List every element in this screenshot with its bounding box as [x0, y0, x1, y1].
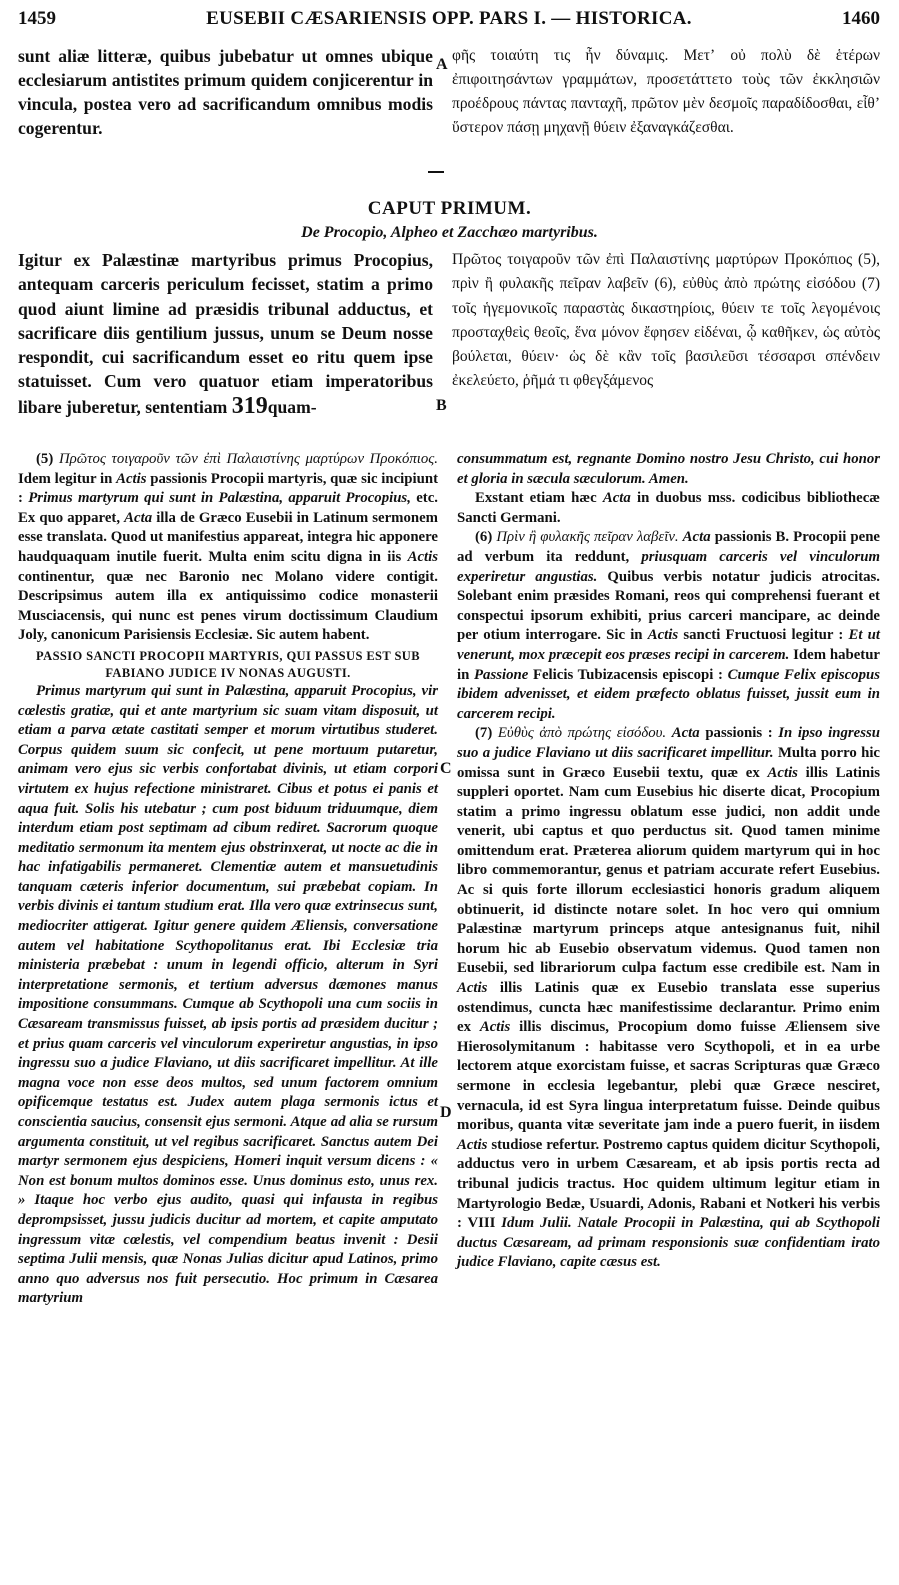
- page-number-right: 1460: [842, 8, 880, 29]
- notes-left-column: [18, 450, 438, 1309]
- note-6-greek: Πρὶν ἢ φυλακῆς πεῖραν λαβεῖν.: [496, 529, 679, 546]
- page-marker: 319: [231, 392, 268, 419]
- note-5: (5) Πρῶτος τοιγαροῦν τῶν ἐπὶ Παλαιστίνης μαρτύρων Προκόπιος. Idem legitur in Actis passionis Procopii martyris, quæ sic incipiunt : Primus martyrum qui sunt in Palæstina, apparuit Procopius, etc. Ex quo apparet, Acta illa de Græco Eusebii in Latinum sermonem esse translata. Quod ut manifestius appareat, integra hic apponere haudquaquam inutile fuerit. Multa enim scitu digna in iis Actis continentur, quæ nec Baronio nec Molano videre contigit. Descripsimus autem illa ex antiquissimo codice monasterii Musciacensis, qui nunc est penes virum doctissimum Claudium Joly, canonicum Parisiensis Ecclesiæ. Sic autem habent.: [18, 451, 439, 644]
- page-number-left: 1459: [18, 8, 56, 29]
- note-5-greek: Πρῶτος τοιγαροῦν τῶν ἐπὶ Παλαιστίνης μαρτύρων Προκόπιος.: [58, 451, 438, 467]
- main-latin-text: Igitur ex Palæstinæ martyribus primus Procopius, antequam carceris periculum fecisset, statim a primo quod aiunt limine ad præsidis tribunal adductus, et sacrificare diis gentilium jussus, unum se Deum nosse respondit, cui sacrificandum esset eo ritu quem ipse statuisset. Cum vero quatuor etiam imperatoribus libare juberetur, sententiam: [18, 250, 433, 417]
- chapter-subtitle: De Procopio, Alpheo et Zacchæo martyribus.: [301, 224, 598, 241]
- main-latin-column: [18, 248, 433, 419]
- section-divider: [428, 171, 444, 173]
- main-greek-column: Πρῶτος τοιγαροῦν τῶν ἐπὶ Παλαιστίνης μαρτύρων Προκόπιος (5), πρὶν ἢ φυλακῆς πεῖραν λαβεῖν (6), εὐθὺς ἀπὸ πρώτης εἰσόδου (7) τοῖς ἡγεμονικοῖς παραστὰς δικαστηρίοις, θύειν τε τοῖς λεγομένοις προσταχθεὶς θεοῖς, ἕνα μόνον ἔφησεν εἰδέναι, ᾧ καθῆκεν, ὡς αὐτὸς βούλεται, θύειν· ὡς δὲ κἂν τοῖς βασιλεῦσι τέσσαρσι σπένδειν ἐκελεύετο, ῥῆμά τι φθεγξάμενος: [452, 251, 880, 390]
- top-greek-column: φῆς τοιαύτη τις ἦν δύναμις. Μετʼ οὐ πολὺ δὲ ἑτέρων ἐπιφοιτησάντων γραμμάτων, προσετάττετο τοὺς τῶν ἐκκλησιῶν προέδρους πάντας πανταχῆ, πρῶτον μὲν δεσμοῖς παραδίδοσθαι, εἶθʼ ὕστερον πάσῃ μηχανῇ θύειν ἐξαναγκάζεσθαι.: [452, 47, 880, 136]
- passio-ending: consummatum est, regnante Domino nostro Jesu Christo, cui honor et gloria in sæcula sæculorum. Amen.: [457, 451, 880, 487]
- note-7-greek: Εὐθὺς ἀπὸ πρώτης εἰσόδου.: [497, 725, 667, 742]
- running-header: [18, 8, 880, 36]
- main-latin-text-end: quam-: [267, 396, 317, 417]
- passio-title: PASSIO SANCTI PROCOPII MARTYRIS, QUI PASSUS EST SUB FABIANO JUDICE IV NONAS AUGUSTI.: [36, 648, 420, 680]
- chapter-title: CAPUT PRIMUM.: [367, 198, 532, 219]
- margin-letter-d: D: [440, 1104, 452, 1121]
- passio-text: Primus martyrum qui sunt in Palæstina, apparuit Procopius, vir cœlestis gratiæ, qui et ante martyrium sic suam vitam disposuit, ut etiam a parva ætate castitati semper et morum virtutibus studeret. Corpus quidem suum sic confecit, ut pene mortuum putaretur, animam vero ejus sic verbis confortabat divinis, ut etiam corpori virtutem ex hujus refectione ministraret. Cibus et potus ei panis et aqua fuit. Solis his utebatur ; cum post biduum triduumque, diem interdum etiam post septimam ad cibum rediret. Sacrorum quoque meditatio sermonum ita mentem ejus obstrinxerat, ut nocte ac die in hac infatigabilis permaneret. Clementiæ autem et mansuetudinis tanquam cæteris inferior documentum, sui præbebat copiam. In verbis divinis ei tantum studium erat. Illa vero quæ extrinsecus sunt, mediocriter attigerat. Igitur genere quidem Æliensis, conversatione autem vel habitatione Scythopolitanus erat. Ibi Ecclesiæ tria ministeria præbebat : unum in legendi officio, alterum in Syri interpretatione sermonis, et tertium adversus dæmones manus impositione consummans. Cumque ab Scythopoli una cum sociis in Cæsaream transmissus fuisset, ab ipsis portis ad præsidem ducitur ; et prius quam carceris vel vinculorum experiretur angustias, in ipso ingressu suo a judice Flaviano, ut diis sacrificaret impellitur. At ille magna voce non esse deos multos, sed unum factorem omnium opificemque testatus est. Judex autem plaga sermonis ictus et conscientia saucius, consensit ejus sermoni. Atque ad alia se rursum argumenta constituit, ut vel regibus sacrificaret. Sanctus autem Dei martyr sermonem ejus despiciens, Homeri inquit versum dicens : « Non est bonum multos dominos esse. Unus dominus esto, unus rex. » Itaque hoc verbo ejus audito, quasi qui infausta in regibus deprompsisset, jussu judicis ducitur ad mortem, et capite amputato ingressum vitæ cœlestis, vel compendium beatus invenit : Desii septima Julii mensis, quæ Nonas Julias dicitur apud Latinos, primo anno quo adversus nos fuit persecutio. Hoc primum in Cæsarea martyrium: [18, 682, 438, 1307]
- notes-right-column: [457, 450, 880, 1273]
- note-7: (7) Εὐθὺς ἀπὸ πρώτης εἰσόδου. Acta passionis : In ipso ingressu suo a judice Flaviano ut diis sacrificaret impellitur. Multa porro hic omissa sunt in Græco Eusebii textu, quæ ex Actis illis Latinis suppleri oportet. Nam cum Eusebius hic diserte dicat, Procopium statim a primo ingressu oblatum esse judici, non addit unde venerit, ubi captus et quo perductus sit. Quod tamen minime omittendum erat. Præterea aliorum quidem martyrum qui in hoc libro commemorantur, genus et patriam accurate refert Eusebius. Ac si quis forte illorum ecclesiastici honoris gradum aliquem obtinuerit, id distincte notare solet. In hoc vero qui omnium Palæstinæ martyrum princeps atque antesignanus fuit, nihil horum hic ab Eusebio observatum videmus. Quod tamen non Eusebii, sed librariorum culpa factum esse credibile est. Nam in Actis illis Latinis quæ ex Eusebio translata esse superius ostendimus, cuncta hæc manifestissime declarantur. Primo enim ex Actis illis discimus, Procopium domo fuisse Æliensem sive Hierosolymitanum : habitasse vero Scythopoli, et in ea urbe lectorem atque exorcistam fuisse, et sacras Scripturas quæ Græco sermone in ecclesia legebantur, plebi quæ Græce nesciret, vernacula, id est Syra lingua interpretatum fuisse. Deinde quibus moribus, quanta vitæ severitate jam inde a puero fuerit, in iisdem Actis studiose refertur. Postremo captus quidem dicitur Scythopoli, adductus vero in urbem Cæsaream, et ab ipsis portis recta ad tribunal judicis tractus. Hoc quidem ultimum legitur etiam in Martyrologio Bedæ, Usuardi, Adonis, Rabani et Notkeri his verbis : VIII Idum Julii. Natale Procopii in Palæstina, qui ab Scythopoli ductus Cæsaream, ad primam responsionis suæ confidentiam irato judice Flaviano, capite cæsus est.: [457, 725, 881, 1271]
- running-title: EUSEBII CÆSARIENSIS OPP. PARS I. — HISTORICA.: [206, 8, 692, 29]
- margin-letter-c: C: [440, 760, 452, 777]
- margin-letter-a: A: [436, 56, 448, 73]
- margin-letter-b: B: [436, 397, 447, 414]
- note-6: (6) Πρὶν ἢ φυλακῆς πεῖραν λαβεῖν. Acta passionis B. Procopii pene ad verbum ita reddunt, priusquam carceris vel vinculorum experiretur angustias. Quibus verbis notatur judicis atrocitas. Solebant enim præsides Romani, reos qui comprehensi fuerant et conspectui ipsorum exhibiti, prius carceri mancipare, ac deinde per otium interrogare. Sic in Actis sancti Fructuosi legitur : Et ut venerunt, mox præcepit eos præses recipi in carcerem. Idem habetur in Passione Felicis Tubizacensis episcopi : Cumque Felix episcopus ibidem advenisset, et eidem præfecto oblatus fuisset, jussit eum in carcerem recipi.: [457, 529, 881, 722]
- note-exstant: Exstant etiam hæc Acta in duobus mss. codicibus bibliothecæ Sancti Germani.: [457, 490, 880, 526]
- top-latin-column: sunt aliæ litteræ, quibus jubebatur ut omnes ubique ecclesiarum antistites primum quidem conjicerentur in vincula, postea vero ad sacrificandum omnibus modis cogerentur.: [18, 46, 433, 138]
